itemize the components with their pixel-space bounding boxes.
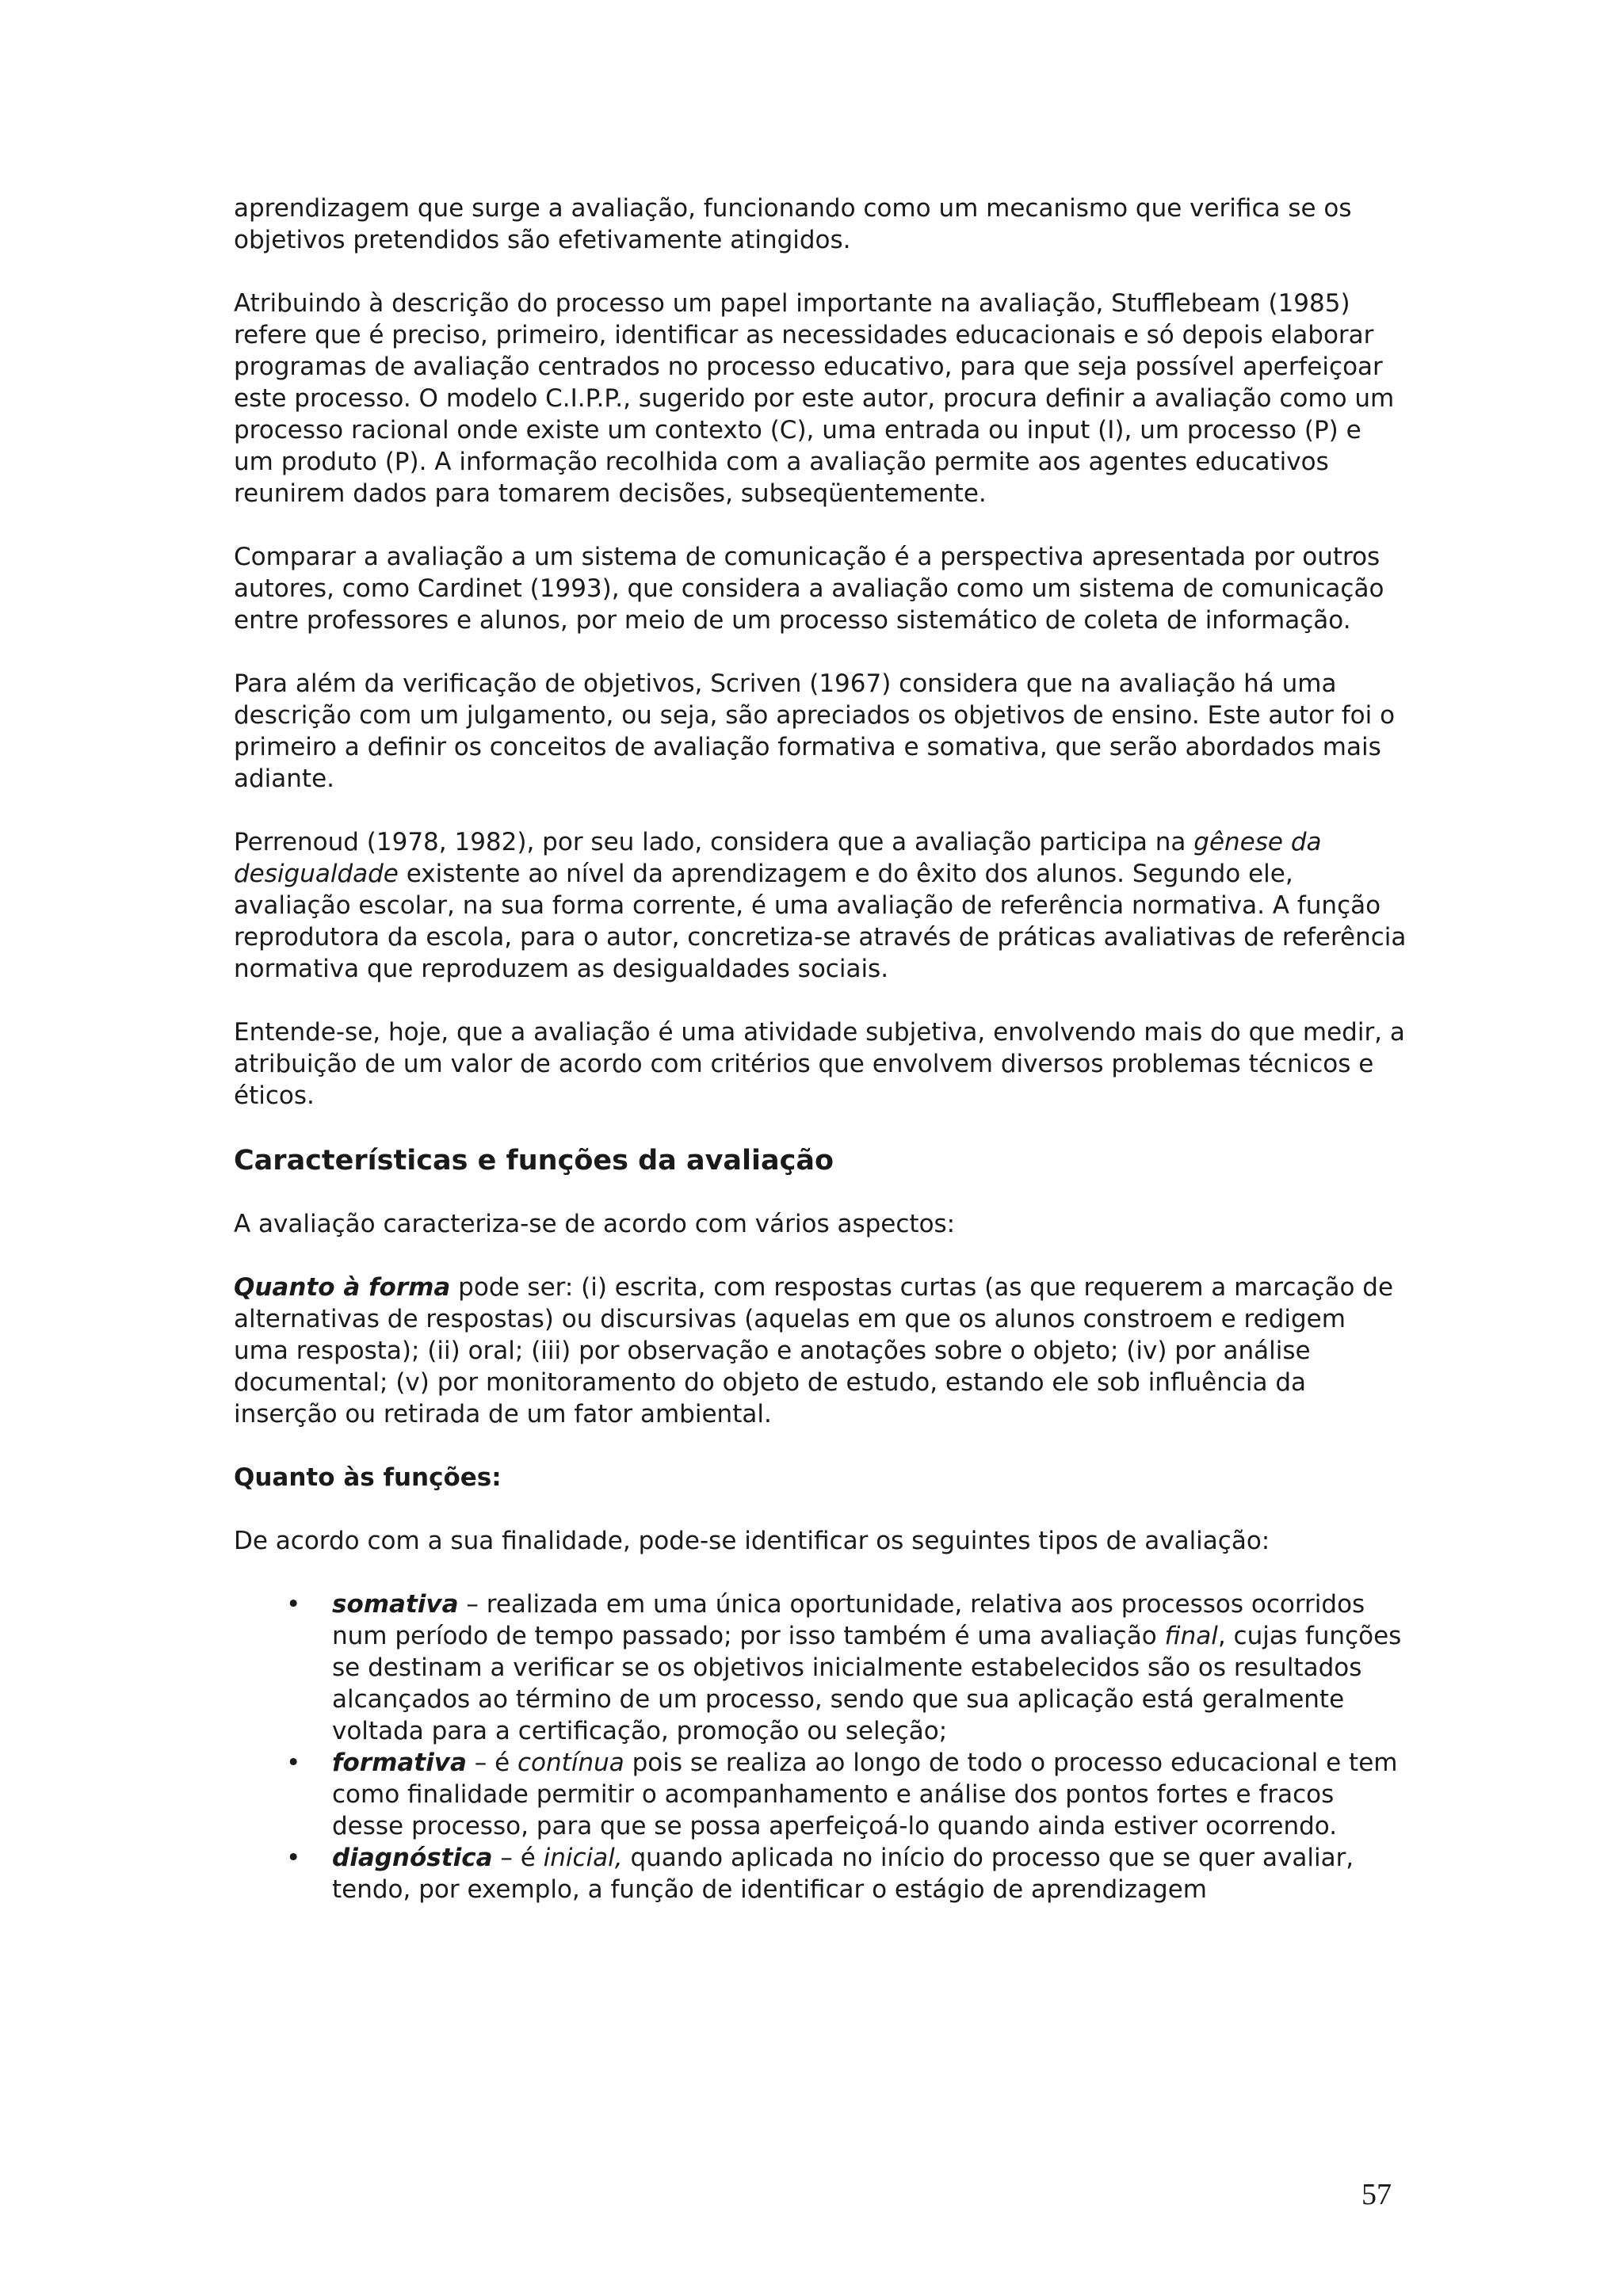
diagnostica-italic: inicial, xyxy=(543,1844,623,1872)
bullet-icon: • xyxy=(286,1749,301,1777)
forma-label: Quanto à forma xyxy=(234,1273,451,1302)
diagnostica-text-a: – é xyxy=(492,1844,544,1872)
paragraph-continuation: aprendizagem que surge a avaliação, funcionando como um mecanismo que verifica se os objetivos pretendidos são efetivamente atingidos. xyxy=(234,194,1352,254)
term-somativa: somativa xyxy=(332,1590,459,1619)
page-number: 57 xyxy=(1361,2178,1392,2211)
document-body xyxy=(234,193,1407,1905)
formativa-text-a: – é xyxy=(466,1749,518,1777)
paragraph-scriven: Para além da verificação de objetivos, Scriven (1967) considera que na avaliação há uma descrição com um julgamento, ou seja, são apreciados os objetivos de ensino. Este autor foi o primeiro a definir os conceitos de avaliação formativa e somativa, que serão abordados mais adiante. xyxy=(234,669,1396,793)
somativa-italic: final xyxy=(1164,1622,1218,1650)
list-item-somativa xyxy=(234,1589,1407,1747)
paragraph-perrenoud xyxy=(234,826,1407,985)
paragraph-cardinet: Comparar a avaliação a um sistema de comunicação é a perspectiva apresentada por outros autores, como Cardinet (1993), que considera a avaliação como um sistema de comunicação entre professores e alunos, por meio de um processo sistemático de coleta de informação. xyxy=(234,543,1384,635)
list-item-diagnostica xyxy=(234,1842,1407,1905)
bullet-icon: • xyxy=(286,1844,301,1872)
avaliacao-types-list xyxy=(234,1589,1407,1905)
bullet-icon: • xyxy=(286,1590,301,1619)
perrenoud-text-b: existente ao nível da aprendizagem e do êxito dos alunos. Segundo ele, avaliação escolar, na sua forma corrente, é uma avaliação de referência normativa. A função reprodutora da escola, para o autor, concretiza-se através de práticas avaliativas de referência normativa que reproduzem as desigualdades sociais. xyxy=(234,860,1407,983)
perrenoud-italic: gênese da desigualdade xyxy=(234,828,1322,888)
perrenoud-text-a: Perrenoud (1978, 1982), por seu lado, considera que a avaliação participa na xyxy=(234,828,1194,856)
section-intro: A avaliação caracteriza-se de acordo com vários aspectos: xyxy=(234,1210,956,1238)
section-heading: Características e funções da avaliação xyxy=(234,1145,834,1177)
funcoes-heading: Quanto às funções: xyxy=(234,1463,502,1492)
paragraph-forma xyxy=(234,1272,1407,1430)
term-formativa: formativa xyxy=(332,1749,467,1777)
diagnostica-text-b: quando aplicada no início do processo que se quer avaliar, tendo, por exemplo, a função de identificar o estágio de aprendizagem xyxy=(332,1844,1354,1904)
term-diagnostica: diagnóstica xyxy=(332,1844,493,1872)
list-item-formativa xyxy=(234,1747,1407,1842)
somativa-text-a: – realizada em uma única oportunidade, relativa aos processos ocorridos num período de tempo passado; por isso também é uma avaliação xyxy=(332,1590,1365,1650)
funcoes-intro: De acordo com a sua finalidade, pode-se identificar os seguintes tipos de avaliação: xyxy=(234,1527,1270,1555)
paragraph-stufflebeam: Atribuindo à descrição do processo um papel importante na avaliação, Stufflebeam (1985) refere que é preciso, primeiro, identificar as necessidades educacionais e só depois elaborar programas de avaliação centrados no processo educativo, para que seja possível aperfeiçoar este processo. O modelo C.I.P.P., sugerido por este autor, procura definir a avaliação como um processo racional onde existe um contexto (C), uma entrada ou input (I), um processo (P) e um produto (P). A informação recolhida com a avaliação permite aos agentes educativos reunirem dados para tomarem decisões, subseqüentemente. xyxy=(234,289,1395,508)
formativa-text-b: pois se realiza ao longo de todo o processo educacional e tem como finalidade permitir o acompanhamento e análise dos pontos fortes e fracos desse processo, para que se possa aperfeiçoá-lo quando ainda estiver ocorrendo. xyxy=(332,1749,1398,1840)
paragraph-subjetiva: Entende-se, hoje, que a avaliação é uma atividade subjetiva, envolvendo mais do que medir, a atribuição de um valor de acordo com critérios que envolvem diversos problemas técnicos e éticos. xyxy=(234,1018,1405,1110)
somativa-text-b: , cujas funções se destinam a verificar se os objetivos inicialmente estabelecidos são os resultados alcançados ao término de um processo, sendo que sua aplicação está geralmente voltada para a certificação, promoção ou seleção; xyxy=(332,1622,1402,1745)
forma-text: pode ser: (i) escrita, com respostas curtas (as que requerem a marcação de alternativas de respostas) ou discursivas (aquelas em que os alunos constroem e redigem uma resposta); (ii) oral; (iii) por observação e anotações sobre o objeto; (iv) por análise documental; (v) por monitoramento do objeto de estudo, estando ele sob influência da inserção ou retirada de um fator ambiental. xyxy=(234,1273,1394,1428)
formativa-italic: contínua xyxy=(517,1749,624,1777)
